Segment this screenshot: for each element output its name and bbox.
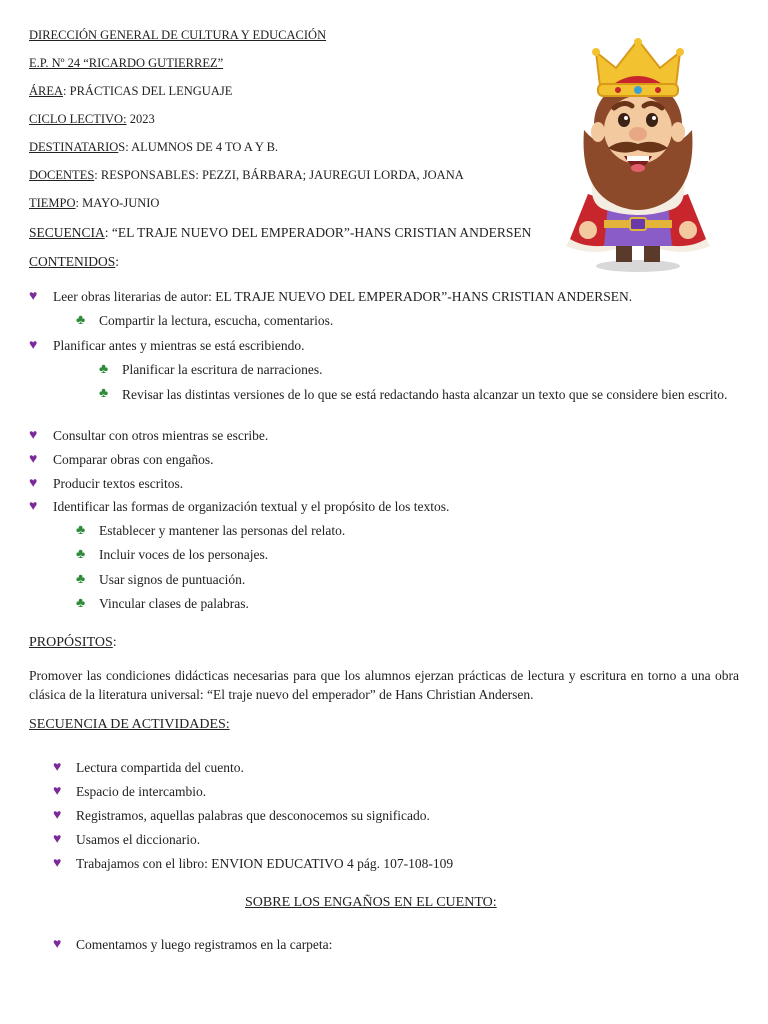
contenidos-label: CONTENIDOS <box>29 254 116 269</box>
secuencia-label: SECUENCIA <box>29 225 105 240</box>
actividad-item: Trabajamos con el libro: ENVION EDUCATIVO 4 pág. 107-108-109 <box>76 856 454 871</box>
contenido-item: Planificar antes y mientras se está escribiendo. <box>53 338 305 353</box>
enganos-title: SOBRE LOS ENGAÑOS EN EL CUENTO: <box>245 895 497 910</box>
heart-bullet-icon: ♥ <box>53 937 62 952</box>
contenido-subitem: Revisar las distintas versiones de lo que se está redactando hasta alcanzar un texto que se considere bien escrito. <box>122 387 728 402</box>
propositos-heading <box>29 634 117 652</box>
club-bullet-icon: ♣ <box>99 386 109 401</box>
heart-bullet-icon: ♥ <box>53 832 62 847</box>
contenido-item: Consultar con otros mientras se escribe. <box>53 428 269 443</box>
contenido-subitem: Usar signos de puntuación. <box>99 572 246 587</box>
contenido-subitem: Vincular clases de palabras. <box>99 596 249 611</box>
heart-bullet-icon: ♥ <box>29 289 38 304</box>
propositos-title: PROPÓSITOS <box>29 635 113 650</box>
contenido-item: Identificar las formas de organización textual y el propósito de los textos. <box>53 499 450 514</box>
destinatarios-label: DESTINATARIO <box>29 140 119 154</box>
heart-bullet-icon: ♥ <box>29 428 38 443</box>
actividad-item: Espacio de intercambio. <box>76 784 207 799</box>
club-bullet-icon: ♣ <box>76 547 86 562</box>
destinatarios-value: S: ALUMNOS DE 4 TO A Y B. <box>118 140 279 154</box>
club-bullet-icon: ♣ <box>76 572 86 587</box>
tiempo-value: : MAYO-JUNIO <box>75 196 160 210</box>
contenido-item: Leer obras literarias de autor: EL TRAJE NUEVO DEL EMPERADOR”-HANS CRISTIAN ANDERSEN. <box>53 289 633 304</box>
heart-bullet-icon: ♥ <box>53 856 62 871</box>
contenido-subitem: Incluir voces de los personajes. <box>99 547 269 562</box>
area-label: ÁREA <box>29 84 64 98</box>
actividad-item: Lectura compartida del cuento. <box>76 760 244 775</box>
heart-bullet-icon: ♥ <box>29 499 38 514</box>
area-value: : PRÁCTICAS DEL LENGUAJE <box>63 84 233 98</box>
tiempo-label: TIEMPO <box>29 196 76 210</box>
contenido-subitem: Planificar la escritura de narraciones. <box>122 362 323 377</box>
heart-bullet-icon: ♥ <box>29 452 38 467</box>
docentes-value: : RESPONSABLES: PEZZI, BÁRBARA; JAUREGUI LORDA, JOANA <box>94 168 464 182</box>
king-icon <box>558 34 718 274</box>
contenido-subitem: Compartir la lectura, escucha, comentarios. <box>99 313 334 328</box>
contenidos-colon: : <box>115 254 120 269</box>
propositos-colon: : <box>112 635 117 650</box>
header-destinatarios <box>29 139 278 155</box>
heart-bullet-icon: ♥ <box>53 760 62 775</box>
club-bullet-icon: ♣ <box>76 596 86 611</box>
header-secuencia <box>29 225 531 241</box>
header-contenidos <box>29 254 119 270</box>
docentes-label: DOCENTES <box>29 168 95 182</box>
contenido-subitem: Establecer y mantener las personas del relato. <box>99 523 346 538</box>
header-docentes <box>29 167 464 183</box>
actividad-item: Registramos, aquellas palabras que desconocemos su significado. <box>76 808 430 823</box>
enganos-item: Comentamos y luego registramos en la carpeta: <box>76 937 333 952</box>
heart-bullet-icon: ♥ <box>53 784 62 799</box>
club-bullet-icon: ♣ <box>99 362 109 377</box>
ciclo-value: 2023 <box>126 112 155 126</box>
secuencia-value: : “EL TRAJE NUEVO DEL EMPERADOR”-HANS CRISTIAN ANDERSEN <box>104 225 532 240</box>
actividades-title: SECUENCIA DE ACTIVIDADES: <box>29 717 230 732</box>
heart-bullet-icon: ♥ <box>29 338 38 353</box>
heart-bullet-icon: ♥ <box>53 808 62 823</box>
ciclo-label: CICLO LECTIVO: <box>29 112 127 126</box>
club-bullet-icon: ♣ <box>76 313 86 328</box>
contenido-item: Comparar obras con engaños. <box>53 452 214 467</box>
header-area <box>29 83 232 99</box>
header-tiempo <box>29 195 159 211</box>
actividad-item: Usamos el diccionario. <box>76 832 201 847</box>
header-escuela: E.P. Nº 24 “RICARDO GUTIERREZ” <box>29 56 224 70</box>
header-ciclo <box>29 111 155 127</box>
contenido-item: Producir textos escritos. <box>53 476 184 491</box>
heart-bullet-icon: ♥ <box>29 476 38 491</box>
club-bullet-icon: ♣ <box>76 523 86 538</box>
header-direccion: DIRECCIÓN GENERAL DE CULTURA Y EDUCACIÓN <box>29 28 327 42</box>
propositos-text: Promover las condiciones didácticas necesarias para que los alumnos ejerzan prácticas de lectura y escritura en torno a una obra clásica de la literatura universal: “El traje nuevo del emperador” de Hans Christian Andersen. <box>29 668 739 702</box>
